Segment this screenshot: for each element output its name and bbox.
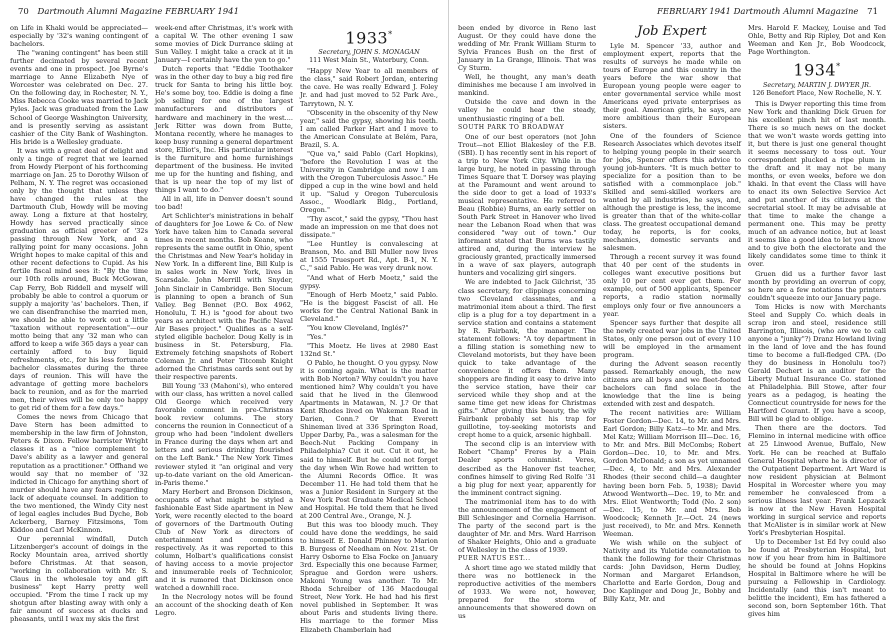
- paragraph: Lyle M. Spencer '33, author and employment expert, reports that the results of surveys he made while on tours of Europe and this country in the years before the war show that European young people were eager to enter governmental service while most Americans eyed private enterprises as their goal. American girls, he says, are more ambitious than their European sisters.: [603, 42, 741, 131]
- paragraph: Spencer says further that despite all the newly created war jobs in the United States, only one person out of every 110 will be employed in the armament program.: [603, 318, 741, 359]
- column-class-1934: [748, 24, 886, 619]
- paragraph: Through a recent survey it was found that 40 per cent of the students in colleges want executive positions but only 10 per cent ever get them. For example, out of 500 applicants, Spencer reports, a radio station normally employs only four or five announcers a year.: [603, 253, 741, 318]
- paragraph: We wish while on the subject of Nativity and its Yuletide connotation to thank the following for their Christmas cards: John Davidson, Herm Dudley, Norman and Margaret Erlandson, Charlotte and Earle Gordon, Doug and Doc Kaplinger and Doug Jr., Bobby and Billy Katz, Mr. and: [603, 538, 741, 604]
- column-class-1932-continued: [155, 24, 293, 618]
- paragraph: Then there are the doctors. Ted Flemino in internal medicine with office at 25 Linwood Avenue, Buffalo, New York. He can be reached at Buffalo General Hospital where he is director of the Outpatient Department. Art Ward is now resident physician at Belmont Hospital in Worcester where you may remember he convalesced from a serious illness last year. Frank Lepzack is now at the New Haven Hospital working in surgical service and reports that McAlister is in similar work at New York's Presbyterian Hospital.: [748, 424, 886, 537]
- paragraph: This is Dwyer reporting this time from New York and thanking Dick Gruen for his excellent pinch hit of last month. There is so much news on the docket that we won't waste words getting into it, but there is just one general thought it seems necessary to toss out. Your correspondent plucked a ripe plum in the draft and it may not be many months, or even weeks, before we don khaki. In that event the Class will have to enact its own Selective Service Act and put another of its citizens at the secretarial stool. It may be advisable at that time to make the change a permanent one. This may be pretty much of an advance notice, but at least it seems like a good idea to let you know and to give both the electorate and the likely candidates some time to think it over.: [748, 99, 886, 269]
- class-secretary: Secretary, JOHN S. MONAGAN: [318, 48, 420, 57]
- column-class-1933-continued: [458, 24, 596, 621]
- page-number: 70: [18, 7, 29, 17]
- paragraph: The matrimonial item has to do with the announcement of the engagement of Bill Schlesinger and Cornelia Harrison. The party of the second part is the daughter of Mr. and Mrs. Ward Harrison of Shaker Heights, Ohio and a graduate of Wellesley in the class of 1939.: [458, 497, 596, 554]
- page-number: 71: [867, 7, 878, 17]
- secretary-address: 126 Benefort Place, New Rochelle, N. Y.: [752, 88, 882, 97]
- paragraph: The "waning contingent" has been still further decimated by several recent events and one in prospect. Joe Byrne's marriage to Anne Elizabeth Nye of Worcester was celebrated on Dec. 27. On the following day, in Rochester, N. Y., Miss Rebecca Cooke was married to Jack Pyles. Jack was graduated from the Law School of George Washington University, and is presently serving as assistant cashier of the City Bank of Washington. His bride is a Wellesley graduate.: [10, 49, 148, 146]
- paragraph: "Obscenity in the obscenity of thy New year," said the gypsy, showing his teeth. I am called Parker Hart and I move to the American Consulate at Belém, Para, Brazil, S. A.: [300, 108, 438, 149]
- paragraph: Mrs. Harold F. Mackey, Louise and Ted Ohle, Betty and Rip Ripley, Dot and Ken Weeman and Ken Jr., Bob Woodcock, Page Worthington.: [748, 24, 886, 57]
- paragraph: "Enough of Herb Moetz," said Pablo. "He is the biggest Fascist of all. He works for the Central National Bank in Cleveland.": [300, 290, 438, 323]
- paragraph: One of our best operators (not John Trout—not Elliot Blakesley of the F.B. (SBI). I) has recently sent in his report of a trip to New York City. While in the large burg, he noted in passing through Times Square that T. Dorsey was playing at the Paramount and went around to the side door to get a load of 1933's musical representative. He referred to Beau (Robbie) Burns, an early settler on South Park Street in Hanover who lived near the Lebanon Road when that was considered "way out of town." Our informant stated that Burns was tastily attired and, during the interview he graciously granted, practically immersed in a wave of sax players, autograph hunters and vocalizing girl singers.: [458, 132, 596, 278]
- paragraph: during the Advent season recently passed. Remarkably enough, the new citizens are all boys and we fleet-footed bachelors can find solace in the knowledge that the line is being extended with zest and despatch.: [603, 359, 741, 409]
- paragraph: "Thy ascot," said the gypsy, "Thou hast made an impression on me that does not dissipate.": [300, 215, 438, 240]
- paragraph: "Que va," said Pablo (Carl Hopkins), "before the Revolution I was at the University in Cambridge and now I am with the Oregon Tuberculosis Assoc." He dipped a cup in the wine bowl and held it up. "Salud y Oregon Tuberculosis Assoc., Woodlark Bldg., Portland, Oregon.": [300, 149, 438, 215]
- paragraph: Art Schlichter's ministrations in behalf of daughters for Joe Lowe & Co. of New York have taken him to Canada several times in recent months. Bob Keane, who represents the same outfit in Ohio, spent the Christmas and New Year's holiday in New York. In a different line, Bill Kulp is in sales work in New York, lives in Scarsdale. John Merrill with Snyder, John Sinclair in Cambridge. Ben Slocum is planning to open a branch of Sun Valley. Beg Bennet (P.O. Box 4962, Honolulu, T. H.) is "good for about two years as architect with the Pacific Naval Air Bases project." Qualifies as a self-styled eligible bachelor. Doug Kelly is in business in St. Petersburg, Fla. Extremely fetching snapshots of Robert Coleman Jr. and Peter Titcomb Knight adorned the Christmas cards sent out by their respective parents.: [155, 212, 293, 382]
- class-secretary: Secretary, MARTIN J. DWYER JR.: [762, 80, 872, 89]
- paragraph: "Lee Huntley is convalescing at Branson, Mo. and Bill Muller now lives at 1555 Truesport Rd., Apt. B-1, N. Y. C.," said Pablo. He was very drunk now.: [300, 240, 438, 273]
- column-job-expert: [603, 24, 742, 604]
- left-page-header: [12, 7, 239, 17]
- paragraph: been ended by divorce in Reno last August. Or they could have done the wedding of Mr. Frank William Sturm to Sylvia Frances Bush on the first of January in La Grange, Illinois. That was Cy Sturm.: [458, 24, 596, 73]
- paragraph: Our perennial windfall, Dutch Litzenberger's account of doings in the Rocky Mountain area, arrived shortly before Christmas. At that season, "working in collaboration with Mr. S. Claus in the wholesale toy and gift business" kept Harry pretty well occupied. "From the time I rack up my shotgun after blasting away with only a fair amount of success at ducks and pheasants, until I wax my skis the first: [10, 534, 148, 624]
- secretary-address: 111 West Main St., Waterbury, Conn.: [309, 56, 429, 65]
- paragraph: In the Necrology notes will be found an account of the shocking death of Ken Legro.: [155, 593, 293, 618]
- magazine-title: Dartmouth Alumni Magazine: [733, 7, 859, 17]
- column-class-1933: [300, 24, 438, 634]
- magazine-title: Dartmouth Alumni Magazine: [37, 7, 163, 17]
- feature-title: Job Expert: [637, 24, 707, 39]
- paragraph: Bill Young '33 (Mahoni's), who entered with our class, has written a novel called Old George which received very favorable comment in pre-Christmas book review columns. The story concerns the reunion in Connecticut of a group who had been "indolent dwellers in France during the days when art and letters and serious drinking flourished on the Left Bank." The New York Times reviewer styled it "an original and very up-to-date variant on the old American-in-Paris theme.": [155, 382, 293, 487]
- column-class-1932-notes: [10, 24, 148, 624]
- issue-date: FEBRUARY 1941: [657, 7, 731, 17]
- section-subhead: PUER NATUS EST...: [458, 555, 531, 563]
- paragraph: week-end after Christmas, it's work with a capital W. The other evening I saw some movies of Dick Durrance skiing at Sun Valley. I might take a crack at it in January—I certainly have the yen to go.": [155, 24, 293, 65]
- paragraph: Comes the news from Chicago that Dave Stern has been admitted to membership in the law firm of Johnston, Peters & Dixon. Fellow barrister Wright classes it as a "nice complement to Dave's ability as a lawyer and general reputation as a practitioner." Offhand we would say that no member of '32 indicted in Chicago for anything short of murder should have any fears regarding lack of adequate counsel. In addition to the two mentioned, the Windy City nest of legal eagles includes Bud Dyche, Bob Ackerberg, Barney Fitzsimons, Tom Kiddoo and Carl McKinnon.: [10, 413, 148, 534]
- paragraph: Tom Hicks is now with Merchants Steel and Supply Co. which deals in scrap iron and steel, residence still Barrington, Illinois, (who are we to call anyone a "junky"?) Dranz Howland living in the land of love and the has found time to become a full-fledged CPA. (Do they do business in Honolulu too?) Gerald Dechert is an auditor for the Liberty Mutual Insurance Co. stationed at Philadelphia. Bill Stowe, after four years as a pedagog, is heating the Connecticut countryside for news for the Hartford Courant. If you have a scoop, Bill will be glad to oblige.: [748, 302, 886, 424]
- paragraph: Outside the cave and down in the valley he could hear the steady, unenthusiastic ringing of a bell.: [458, 98, 596, 123]
- paragraph: All in all, life in Denver doesn't sound too bad!: [155, 194, 293, 212]
- paragraph: "You know Cleveland, Inglés?": [307, 323, 409, 332]
- class-year-heading: 1934*: [793, 60, 841, 80]
- paragraph: The second clip is an interview with Robert "Champ" Freres by a Plain Dealer sports columnist. Veres, described as the Hanover fist teacher, confines himself to giving Red Rolfe '31 a big plug for next year, apparently for the imminent contract signing.: [458, 440, 596, 497]
- paragraph: Mary Herbert and Bronson Dickinson, occupants of what might be styled a fashionable East Side apartment in New York, were recently elected to the board of governors of the Dartmouth Outing Club of New York as directors of entertainment and competitions respectively. As it was reported to this column, Holbart's qualifications consist of having access to a movie projector and innumerable reels of Technicolor, and it is rumored that Dickinson once watched a downhill race.: [155, 487, 293, 593]
- paragraph: The recent nativities are: William Foster Gordon—Dec. 14, to Mr. and Mrs. Earl Gordon; Billy Katz—to Mr. and Mrs. Mel Katz; William Morrison III—Dec. 16, to Mr. and Mrs. Bill McCombs; Robert Gordon—Dec. 10, to Mr. and Mrs. Gordon McDonald; a son as yet unnamed—Dec. 4, to Mr. and Mrs. Alexander Rhodes (their second child—a daughter having been born Feb. 5, 1938); David Atwood Wentworth—Dec. 19, to Mr. and Mrs. Eliot Wentworth; Todd (No. 2 son)—Dec. 15, to Mr. and Mrs. Bob Woodcock; Kenneth Jr.—Oct. 24 (news just received), to Mr. and Mrs. Kenneth Weeman.: [603, 409, 742, 538]
- paragraph: But this was too bloody much. They could have done the weddings, he said to himself. E. Donald Phinney to Marion B. Burgess of Needham on Nov. 21st. Or Harry Osborne to Elsa Focke on January 3rd. Especially this one because Farmer, Sprague and Gordon were ushers. Makoni Young was another. To Mr. Rhoda Schreiber of 136 Macdougal Street, New York. He had had his first novel published in September. It was about Paris and students living there. His marriage to the former Miss Elizabeth Chamberlain had: [300, 520, 438, 634]
- right-page-header: [657, 7, 884, 17]
- section-subhead: SOUTH PARK TO BROADWAY: [458, 123, 565, 131]
- right-page: [448, 0, 896, 621]
- paragraph: O Pablo, he thought. O you gypsy. Now it is coming again. What is the matter with Bob Norton? Why couldn't you have mentioned him? Why couldn't you have said that he lived in the Glenwood Apartments in Matawan, N. J.? Or that Kent Rhodes lived on Wakeman Road in Darien, Conn.? Or that Everett Shineman lived at 336 Springton Road, Upper Darby, Pa., was a salesman for the Beech-Nut Packing Company in Philadelphia? Cut it out. Cut it out, he said to himself. But he could not forget the day when Win Rowe had written to the Alumni Records Office. It was December 11. He had told them that he was a Junior Resident in Surgery at the New York Post Graduate Medical School and Hospital. He told them that he lived at 200 Central Ave., Orange, N. J.: [300, 358, 438, 520]
- paragraph: We are indebted to Jack Gilchrist, '35 class secretary, for clippings concerning two Cleveland classmates, and a matrimonial item about a third. The first clip is a plug for a toy department in a service station and contains a statement by R. Fairbank, the manager. The statement follows: "A toy department in a filling station is something new to Cleveland motorists, but they have been quick to take advantage of the convenience it offers them. Many shoppers are finding it easy to drive into the service station, have their car serviced while they shop and at the same time get new ideas for Christmas gifts." After giving this beauty, the wily Fairbank probably set his trap for guillotine, toy-seeking motorists and crept home to a quick, arsenic highball.: [458, 278, 596, 440]
- paragraph: "This Moetz. He lives at 2980 East 132nd St.": [300, 341, 438, 358]
- paragraph: "Yes.": [307, 332, 327, 341]
- paragraph: "And what of Herb Moetz," said the gypsy.: [300, 273, 438, 290]
- paragraph: "Happy New Year to all members of the class," said Robert Jordan, entering the cave. He was really Edward J. Foley Jr. and had just moved to 52 Park Ave., Tarrytown, N. Y.: [300, 67, 438, 108]
- paragraph: It was with a great deal of delight and only a tinge of regret that we learned from Howdy Pierpont of his forthcoming marriage on Jan. 25 to Dorothy Wilson of Pelham, N. Y. The regret was occasioned only by the thought that unless they have changed the rules at the Dartmouth Club, Howdy will be moving away. Long a fixture at that hostelry, Howdy has served practically since graduation as official greeter of '32s passing through New York, and a rallying point for many occasions. John Wright hopes to make capital of this and other recent defections to Cupid. As his fertile fiscal mind sees it: "By the time our 10th rolls around, Buck McGowan, Cap Ferry, Bob Riddell and myself will probably be able to control a quorum or supply a majority 'as' bachelors. Then, if we can disenfranchise the married men, we should be able to work out a little "taxation without representation"—our motto being that any '32 man who can afford to keep a wife 365 days a year can certainly afford to buy liquid refreshments, etc., for his less fortunate bachelor classmates during the three days of reunion. This will have the advantage of getting more bachelors back to reunion, and as for the married men, their wives will be only too happy to get rid of them for a few days.": [10, 146, 148, 413]
- paragraph: Up to December 1st Ed Ivy could also be found at Presbyterian Hospital, but now if you hear from him in Baltimore he should be found at Johns Hopkins Hospital in Baltimore where he will be pursuing a Fellowship in Cardiology. Incidentally (and this isn't meant to belittle the incident), Em has fathered a second son, born September 16th. That gives him: [748, 538, 886, 619]
- paragraph: A short time ago we stated mildly that there was no bottleneck in the reproductive activities of the members of 1933. We were not, however, prepared for the storm of announcements that showered down on us: [458, 564, 596, 621]
- paragraph: One of the founders of Science Research Associates which devotes itself to helping young people in their search for jobs, Spencer offers this advice to young job-hunters. "It is much better to specialize for a position than to be satisfied with a commonplace job." Skilled and semi-skilled workers are wanted by all industries, he says, and, although the prestige is less, the income is greater than that of the white-collar class. The greatest occupational demand today, he reports, is for cooks, mechanics, domestic servants and salesmen.: [603, 131, 741, 253]
- paragraph: Dutch reports that "Eddie Toothaker was in the other day to buy a big red fire truck for Santa to bring his little boy. He's some boy, too. Eddie is doing a fine job selling for one of the largest manufacturers and distributors of hardware and machinery in the west.... Jerk Ritter was down from Butte, Montana recently, where he manages to keep busy running a general department store, Elliot's, Inc. His particular interest is the furniture and home furnishings department of the business. He invited me up for the hunting and fishing, and that is up near the top of my list of things I want to do.": [155, 65, 293, 194]
- paragraph: Well, he thought, any man's death diminishes me because I am involved in mankind.: [458, 73, 596, 98]
- class-year-heading: 1933*: [345, 28, 393, 48]
- paragraph: Gruen did us a further favor last month by providing an overrun of copy, so here are a few notations the printers couldn't squeeze into our January page.: [748, 269, 886, 302]
- paragraph: on Life in Khaki would be appreciated—especially by '32's waning contingent of bachelors.: [10, 24, 148, 49]
- issue-date: FEBRUARY 1941: [165, 7, 239, 17]
